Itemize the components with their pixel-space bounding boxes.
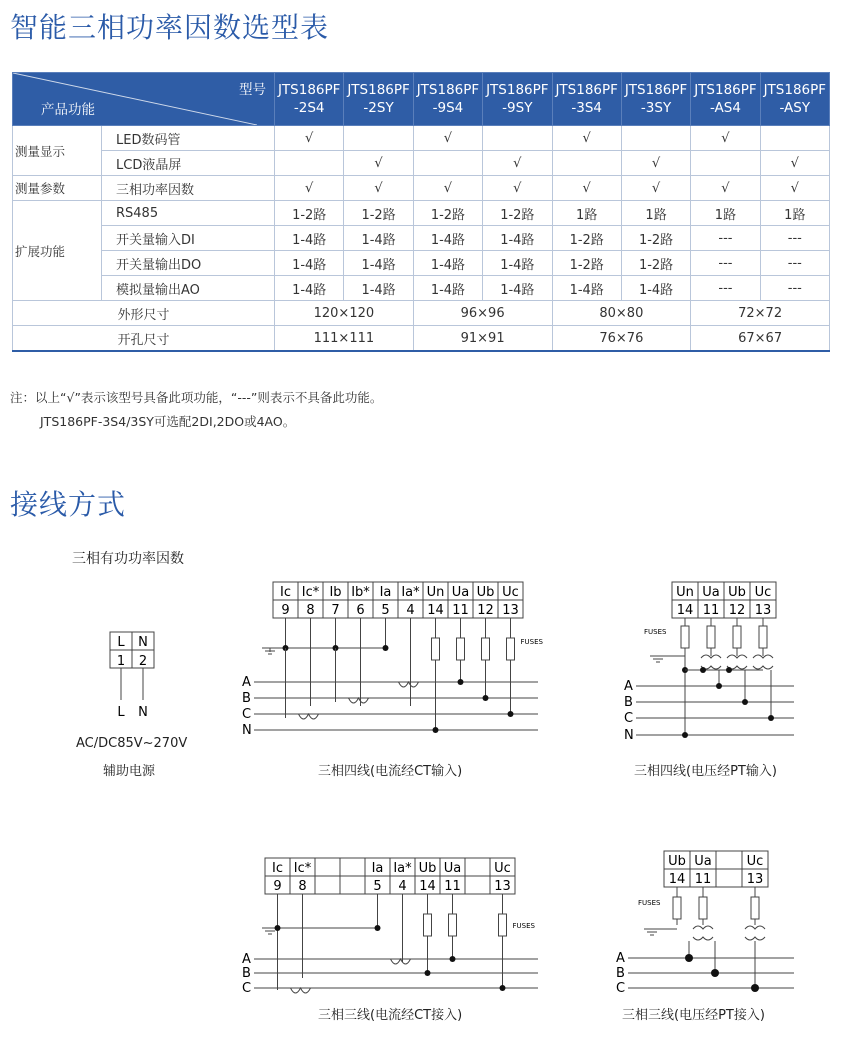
fuse — [681, 626, 689, 648]
terminal-number: 5 — [373, 879, 382, 894]
table-cell: √ — [275, 126, 344, 151]
phase-label: B — [624, 695, 633, 710]
phase-label: A — [624, 679, 633, 694]
pt-coil — [693, 937, 713, 940]
group-label: 测量参数 — [13, 176, 102, 201]
terminal-label: Ic* — [301, 585, 320, 600]
fuse — [707, 626, 715, 648]
terminal-label: Ia* — [401, 585, 420, 600]
table-cell: 1-2路 — [275, 201, 344, 226]
table-cell: 1路 — [621, 201, 690, 226]
table-cell: √ — [483, 151, 552, 176]
junction-dot — [275, 925, 281, 931]
table-cell: --- — [691, 276, 760, 301]
terminal-label: Uc — [754, 585, 772, 600]
table-cell — [275, 151, 344, 176]
junction-dot — [685, 954, 693, 962]
phase-label: C — [624, 711, 634, 726]
phase-label: N — [624, 728, 634, 743]
note-line-2: JTS186PF-3S4/3SY可选配2DI,2DO或4AO。 — [40, 414, 296, 429]
table-cell: 1-4路 — [275, 226, 344, 251]
model-header: JTS186PF -9SY — [483, 73, 552, 126]
junction-dot — [742, 699, 748, 705]
table-row — [13, 151, 830, 176]
table-cell: √ — [413, 176, 482, 201]
table-cell: √ — [552, 176, 621, 201]
terminal-label: Ib — [329, 585, 342, 600]
terminal-label: Ub — [668, 854, 686, 869]
function-label: LED数码管 — [102, 126, 275, 151]
outline-size-label: 外形尺寸 — [13, 301, 275, 326]
aux-num-2: 2 — [138, 654, 148, 669]
aux-caption: 辅助电源 — [103, 764, 156, 779]
terminal-number: 13 — [746, 872, 764, 887]
terminal-number: 14 — [419, 879, 436, 894]
table-cell: √ — [552, 126, 621, 151]
terminal-label: Un — [426, 585, 445, 600]
junction-dot — [425, 970, 431, 976]
table-cell: √ — [760, 176, 829, 201]
junction-dot — [700, 667, 706, 673]
fuse — [449, 914, 457, 936]
pt-coil — [745, 937, 765, 940]
table-cell — [344, 126, 413, 151]
terminal-label: Ub — [418, 861, 437, 876]
table-row — [13, 301, 830, 326]
table-cell: 76×76 — [552, 326, 691, 352]
terminal-number: 13 — [754, 603, 772, 618]
table-cell: √ — [275, 176, 344, 201]
wiring-3p3w-pt — [614, 845, 814, 995]
aux-voltage: AC/DC85V~270V — [76, 736, 188, 751]
terminal-number: 13 — [502, 603, 519, 618]
table-cell: 1-4路 — [552, 276, 621, 301]
fuse — [482, 638, 490, 660]
table-cell: 1-4路 — [413, 251, 482, 276]
table-cell: 1-4路 — [621, 276, 690, 301]
table-cell: 1-4路 — [483, 251, 552, 276]
terminal-label: Ic — [280, 585, 291, 600]
fuse — [699, 897, 707, 919]
fuse — [673, 897, 681, 919]
header-corner-function: 产品功能 — [41, 102, 95, 118]
terminal-number: 4 — [398, 879, 407, 894]
terminal-label: Ub — [476, 585, 495, 600]
junction-dot — [450, 956, 456, 962]
function-label: 开关量输出DO — [102, 251, 275, 276]
d2-caption: 三相四线(电压经PT输入) — [634, 764, 777, 779]
table-cell: √ — [344, 151, 413, 176]
table-cell: --- — [760, 276, 829, 301]
fuse — [507, 638, 515, 660]
terminal-number: 11 — [444, 879, 461, 894]
wiring-3p4w-ct — [238, 578, 568, 743]
function-label: 三相功率因数 — [102, 176, 275, 201]
table-cell — [413, 151, 482, 176]
fuses-label: FUSES — [638, 899, 661, 907]
table-cell: √ — [621, 176, 690, 201]
table-cell: 1-2路 — [344, 201, 413, 226]
terminal-number: 9 — [273, 879, 282, 894]
table-cell: --- — [760, 226, 829, 251]
model-header: JTS186PF -3SY — [621, 73, 690, 126]
terminal-number: 14 — [427, 603, 444, 618]
table-cell: 1-2路 — [552, 226, 621, 251]
function-label: 开关量输入DI — [102, 226, 275, 251]
wiring-subtitle: 三相有功功率因数 — [72, 551, 184, 567]
terminal-number: 11 — [694, 872, 712, 887]
aux-num-1: 1 — [116, 654, 126, 669]
wiring-3p3w-ct — [238, 850, 568, 998]
fuse — [759, 626, 767, 648]
terminal-number: 11 — [702, 603, 720, 618]
d3-caption: 三相三线(电流经CT接入) — [318, 1008, 463, 1023]
table-cell: √ — [621, 151, 690, 176]
wiring-title: 接线方式 — [10, 488, 127, 521]
junction-dot — [375, 925, 381, 931]
table-cell — [483, 126, 552, 151]
table-cell: 1-2路 — [621, 226, 690, 251]
table-cell: 1-2路 — [621, 251, 690, 276]
terminal-label: Ua — [694, 854, 712, 869]
ct-coil — [291, 988, 311, 993]
table-cell: 1-4路 — [483, 226, 552, 251]
fuse — [751, 897, 759, 919]
junction-dot — [751, 984, 759, 992]
junction-dot — [433, 727, 439, 733]
table-cell: 111×111 — [275, 326, 414, 352]
phase-label: C — [616, 981, 626, 995]
cutout-size-label: 开孔尺寸 — [13, 326, 275, 352]
fuse — [733, 626, 741, 648]
phase-label: A — [616, 951, 625, 966]
ct-coil — [391, 959, 411, 964]
junction-dot — [711, 969, 719, 977]
terminal-number: 12 — [477, 603, 494, 618]
table-cell: 1-2路 — [483, 201, 552, 226]
wiring-3p4w-pt — [614, 578, 814, 743]
table-header-row — [13, 73, 830, 126]
phase-label: B — [242, 691, 251, 706]
group-label: 扩展功能 — [13, 201, 102, 301]
d1-caption: 三相四线(电流经CT输入) — [318, 764, 463, 779]
table-cell: 1路 — [691, 201, 760, 226]
table-row — [13, 226, 830, 251]
terminal-label: Ic* — [293, 861, 312, 876]
phase-label: A — [242, 675, 251, 690]
function-label: RS485 — [102, 201, 275, 226]
phase-label: B — [616, 966, 625, 981]
fuses-label: FUSES — [512, 922, 535, 930]
terminal-number: 11 — [452, 603, 469, 618]
junction-dot — [682, 732, 688, 738]
terminal-number: 9 — [281, 603, 290, 618]
junction-dot — [508, 711, 514, 717]
aux-term-L: L — [117, 635, 125, 650]
table-cell: 1-4路 — [344, 276, 413, 301]
fuses-label: FUSES — [644, 628, 667, 636]
table-row — [13, 176, 830, 201]
terminal-label: Ua — [702, 585, 720, 600]
selection-title: 智能三相功率因数选型表 — [10, 11, 330, 44]
table-cell: √ — [691, 176, 760, 201]
function-label: 模拟量输出AO — [102, 276, 275, 301]
model-header: JTS186PF -ASY — [760, 73, 829, 126]
table-cell: √ — [483, 176, 552, 201]
aux-term-N: N — [138, 635, 148, 650]
junction-dot — [500, 985, 506, 991]
junction-dot — [768, 715, 774, 721]
table-cell: 1-4路 — [413, 226, 482, 251]
table-cell: √ — [760, 151, 829, 176]
terminal-number: 14 — [668, 872, 686, 887]
junction-dot — [458, 679, 464, 685]
model-header: JTS186PF -2SY — [344, 73, 413, 126]
ct-coil — [349, 698, 369, 703]
junction-dot — [483, 695, 489, 701]
note-line-1: 注：以上“√”表示该型号具备此项功能，“---”则表示不具备此功能。 — [10, 390, 383, 405]
terminal-label: Ib* — [351, 585, 370, 600]
table-cell: 72×72 — [691, 301, 830, 326]
table-cell — [552, 151, 621, 176]
terminal-label: Ua — [451, 585, 470, 600]
header-corner-model: 型号 — [239, 82, 266, 98]
fuse — [457, 638, 465, 660]
terminal-number: 13 — [494, 879, 511, 894]
junction-dot — [383, 645, 389, 651]
table-row — [13, 276, 830, 301]
phase-label: C — [242, 981, 252, 996]
phase-label: C — [242, 707, 252, 722]
aux-line-N: N — [138, 705, 148, 718]
ct-coil — [399, 682, 419, 687]
table-cell: 96×96 — [413, 301, 552, 326]
terminal-number: 6 — [356, 603, 365, 618]
table-cell: --- — [691, 251, 760, 276]
aux-line-L: L — [117, 705, 125, 718]
phase-label: A — [242, 952, 251, 967]
terminal-label: Ia — [379, 585, 392, 600]
table-cell: 1-4路 — [413, 276, 482, 301]
model-header: JTS186PF -9S4 — [413, 73, 482, 126]
table-cell: 91×91 — [413, 326, 552, 352]
group-label: 测量显示 — [13, 126, 102, 176]
selection-table — [12, 72, 830, 352]
junction-dot — [726, 667, 732, 673]
fuses-label: FUSES — [520, 638, 543, 646]
table-row — [13, 201, 830, 226]
terminal-number: 14 — [676, 603, 694, 618]
terminal-number: 7 — [331, 603, 340, 618]
table-cell: 1路 — [552, 201, 621, 226]
table-cell: √ — [691, 126, 760, 151]
table-row — [13, 126, 830, 151]
terminal-label: Un — [676, 585, 694, 600]
pt-coil — [753, 666, 773, 669]
d4-caption: 三相三线(电压经PT接入) — [622, 1008, 765, 1023]
table-cell: 1-4路 — [275, 276, 344, 301]
function-label: LCD液晶屏 — [102, 151, 275, 176]
terminal-label: Ia — [371, 861, 384, 876]
table-cell: 67×67 — [691, 326, 830, 352]
terminal-label: Uc — [502, 585, 519, 600]
model-header: JTS186PF -3S4 — [552, 73, 621, 126]
fuse — [424, 914, 432, 936]
terminal-number: 5 — [381, 603, 390, 618]
table-cell: 1-2路 — [552, 251, 621, 276]
terminal-label: Ic — [272, 861, 283, 876]
table-cell: 120×120 — [275, 301, 414, 326]
table-cell: √ — [344, 176, 413, 201]
table-cell: 1路 — [760, 201, 829, 226]
fuse — [432, 638, 440, 660]
pt-coil — [693, 926, 713, 929]
terminal-number: 4 — [406, 603, 415, 618]
table-cell: 1-4路 — [344, 251, 413, 276]
table-row — [13, 326, 830, 352]
pt-coil — [745, 926, 765, 929]
table-cell: √ — [413, 126, 482, 151]
table-cell: 1-2路 — [413, 201, 482, 226]
junction-dot — [716, 683, 722, 689]
table-cell: 1-4路 — [275, 251, 344, 276]
table-cell: 1-4路 — [483, 276, 552, 301]
aux-power-diagram — [100, 628, 170, 718]
terminal-number: 8 — [298, 879, 307, 894]
table-cell — [621, 126, 690, 151]
model-header: JTS186PF -2S4 — [275, 73, 344, 126]
phase-label: N — [242, 723, 252, 738]
table-cell: 80×80 — [552, 301, 691, 326]
terminal-label: Ub — [728, 585, 746, 600]
terminal-label: Uc — [746, 854, 764, 869]
phase-label: B — [242, 966, 251, 981]
table-cell: --- — [760, 251, 829, 276]
table-row — [13, 251, 830, 276]
terminal-number: 12 — [728, 603, 746, 618]
table-cell: --- — [691, 226, 760, 251]
terminal-label: Ua — [443, 861, 462, 876]
ct-coil — [299, 714, 319, 719]
table-cell — [760, 126, 829, 151]
terminal-label: Uc — [494, 861, 511, 876]
terminal-number: 8 — [306, 603, 315, 618]
terminal-label: Ia* — [393, 861, 412, 876]
table-cell: 1-4路 — [344, 226, 413, 251]
model-header: JTS186PF -AS4 — [691, 73, 760, 126]
header-corner — [13, 73, 275, 126]
table-cell — [691, 151, 760, 176]
fuse — [499, 914, 507, 936]
